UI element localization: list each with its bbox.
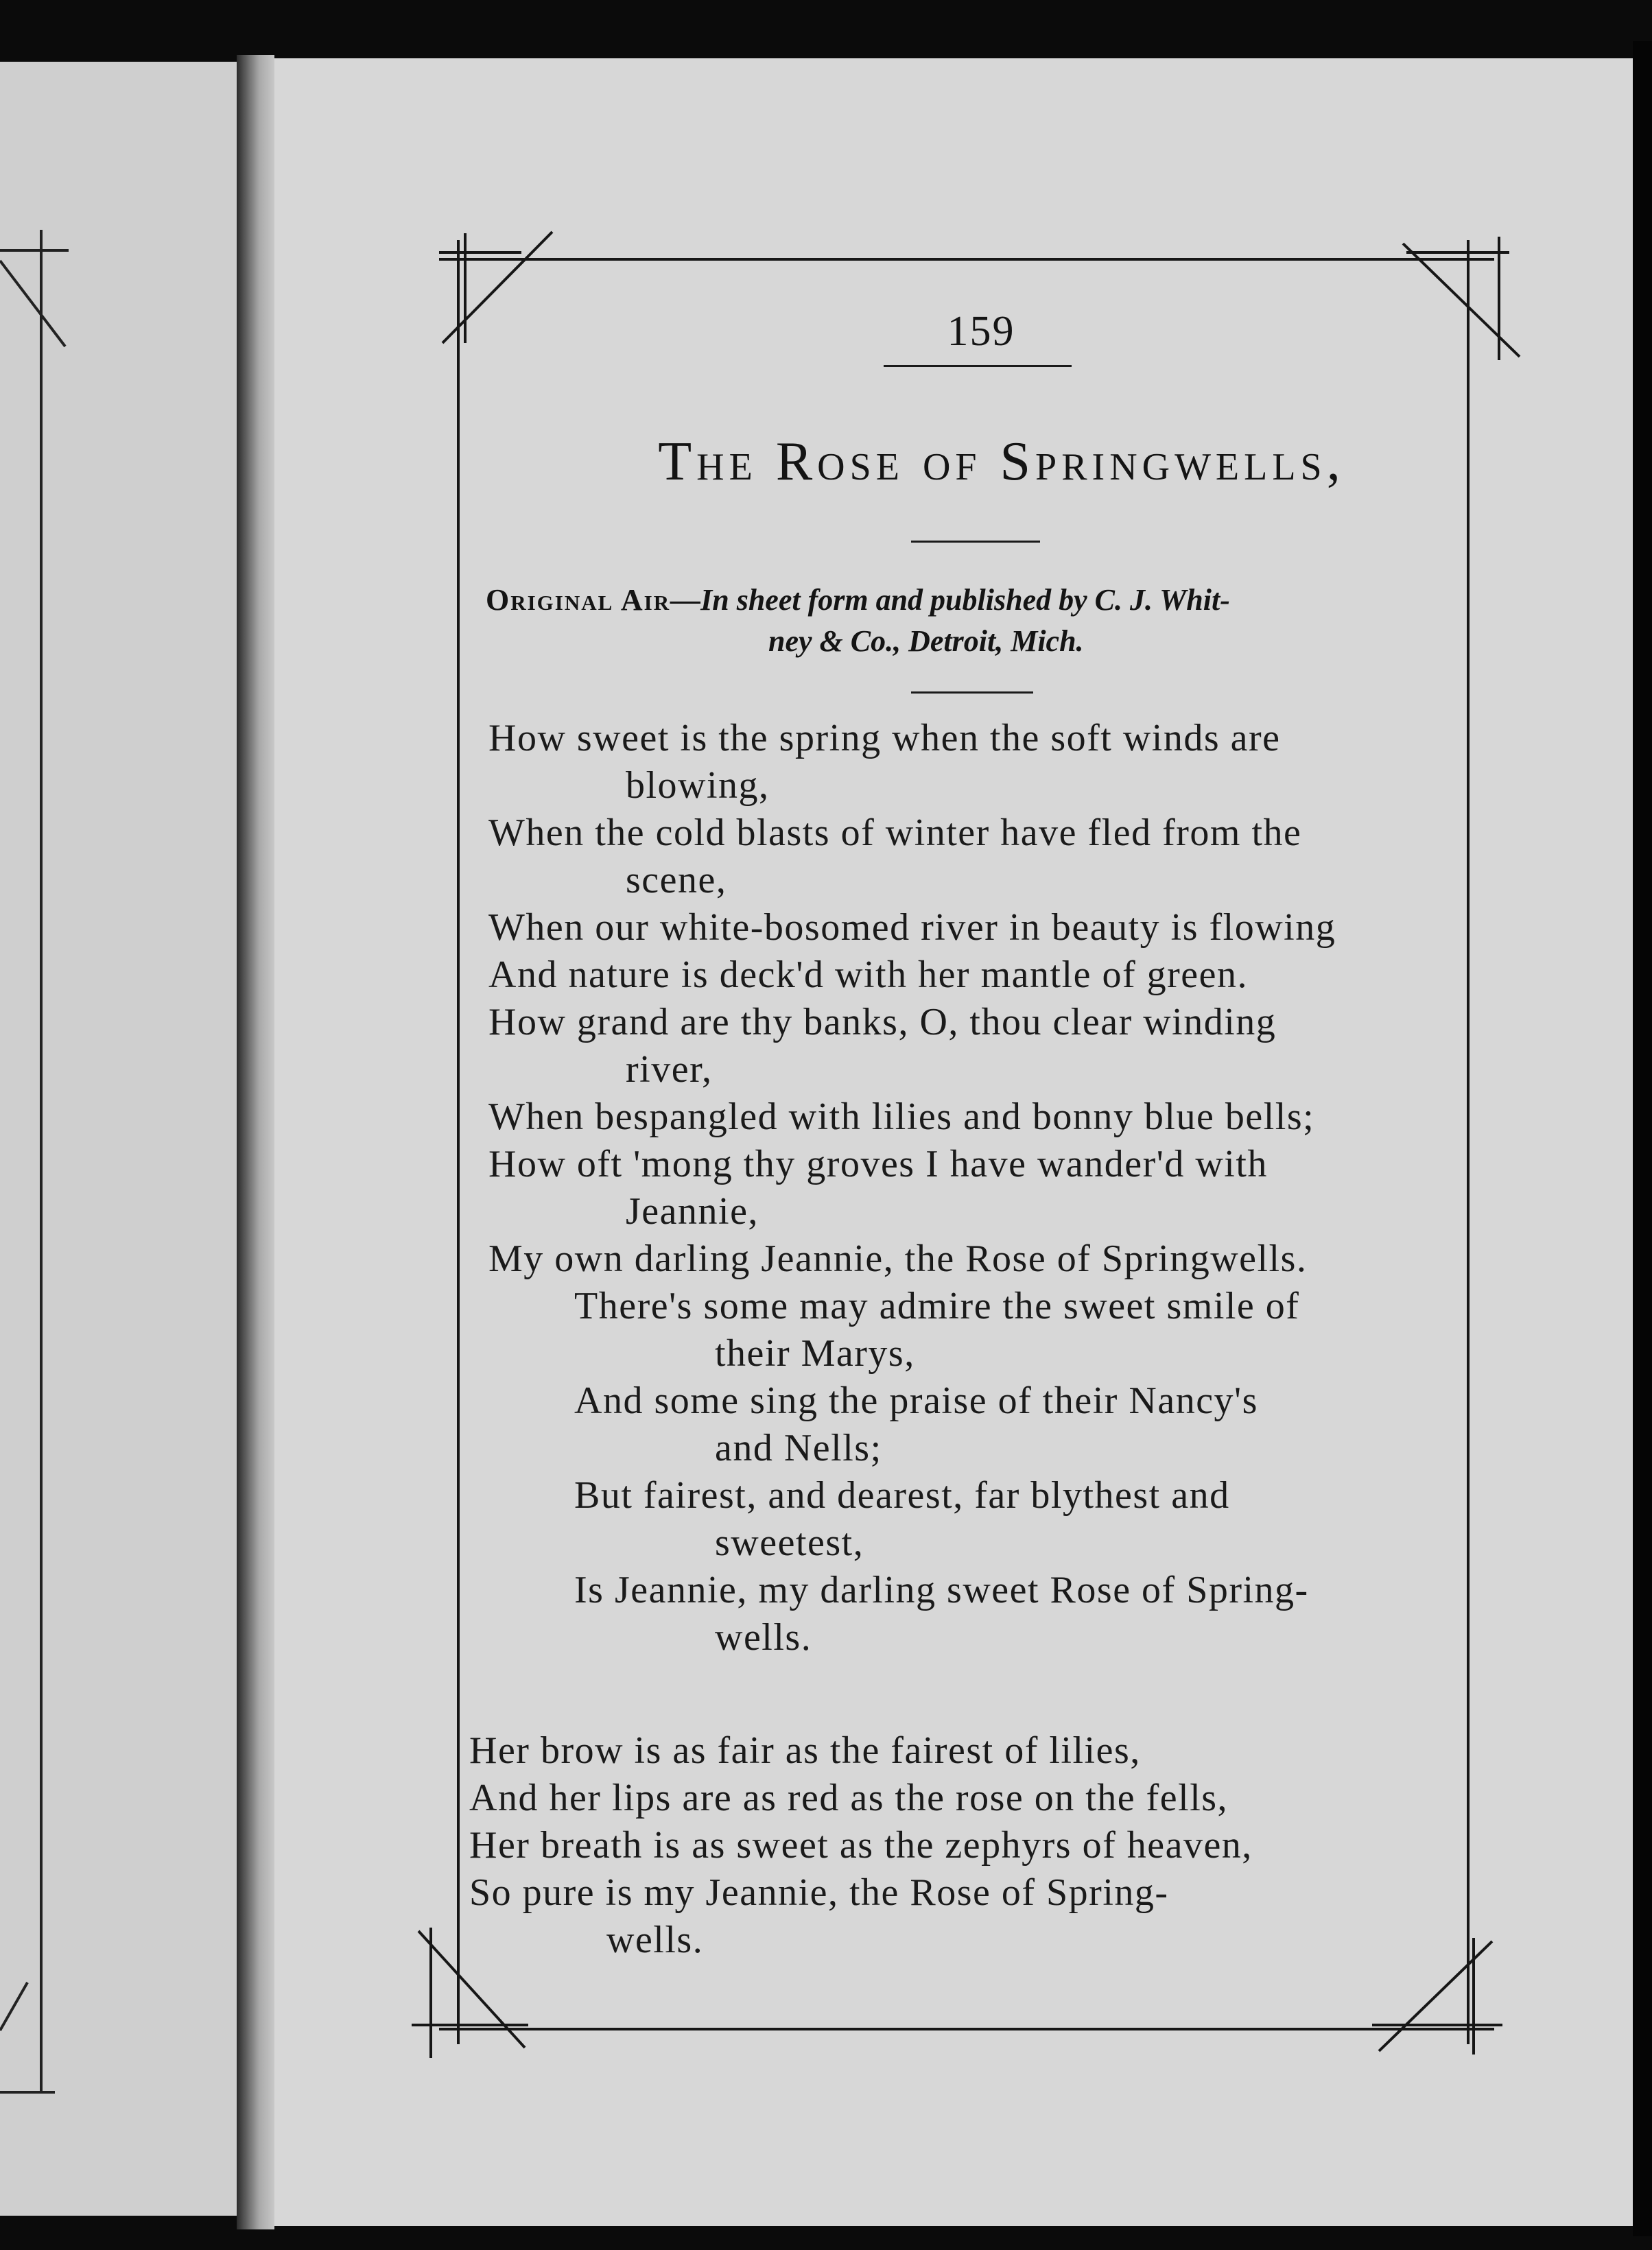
verse-line: Her brow is as fair as the fairest of lilies, (469, 1729, 1141, 1772)
verse-line: How grand are thy banks, O, thou clear winding (488, 1001, 1277, 1043)
chorus-line: There's some may admire the sweet smile of (574, 1285, 1300, 1327)
stanza-1 (488, 715, 1336, 1283)
air-attribution (486, 580, 1460, 662)
verse-line: Her breath is as sweet as the zephyrs of heaven, (469, 1824, 1253, 1867)
verse-line: scene, (626, 859, 727, 901)
verse-line: So pure is my Jeannie, the Rose of Spring- (469, 1871, 1169, 1914)
chorus-line: wells. (715, 1616, 812, 1659)
verse-line: blowing, (626, 764, 770, 807)
chorus-line: And some sing the praise of their Nancy's (574, 1379, 1258, 1422)
page-number: 159 (947, 308, 1015, 355)
verse-line: wells. (606, 1919, 704, 1961)
verse-line: And her lips are as red as the rose on the fells, (469, 1777, 1229, 1819)
verse-line: How oft 'mong thy groves I have wander'd with (488, 1143, 1268, 1185)
verse-line: And nature is deck'd with her mantle of green. (488, 954, 1248, 996)
verse-line: My own darling Jeannie, the Rose of Springwells. (488, 1238, 1308, 1280)
verse-line: river, (626, 1048, 713, 1091)
verse-line: When our white-bosomed river in beauty is flowing (488, 906, 1336, 949)
stanza-2 (469, 1727, 1253, 1964)
verse-line: When bespangled with lilies and bonny blue bells; (488, 1096, 1315, 1138)
air-note-line-2: ney & Co., Detroit, Mich. (768, 624, 1084, 658)
chorus-line: sweetest, (715, 1521, 864, 1564)
chorus-line: Is Jeannie, my darling sweet Rose of Spring- (574, 1569, 1309, 1611)
page-number-rule (884, 365, 1072, 367)
air-label: Original Air (486, 583, 671, 617)
chorus (488, 1283, 1309, 1661)
chorus-line: and Nells; (715, 1427, 882, 1469)
air-note-line-1: —In sheet form and published by C. J. Whit- (670, 583, 1230, 617)
verse-line: When the cold blasts of winter have fled from the (488, 812, 1302, 854)
verse-line: Jeannie, (626, 1190, 759, 1233)
verse-line: How sweet is the spring when the soft winds are (488, 717, 1281, 759)
chorus-line: But fairest, and dearest, far blythest and (574, 1474, 1230, 1517)
song-title: The Rose of Springwells, (658, 431, 1345, 492)
title-rule (911, 541, 1040, 543)
air-rule (911, 691, 1033, 694)
chorus-line: their Marys, (715, 1332, 915, 1375)
